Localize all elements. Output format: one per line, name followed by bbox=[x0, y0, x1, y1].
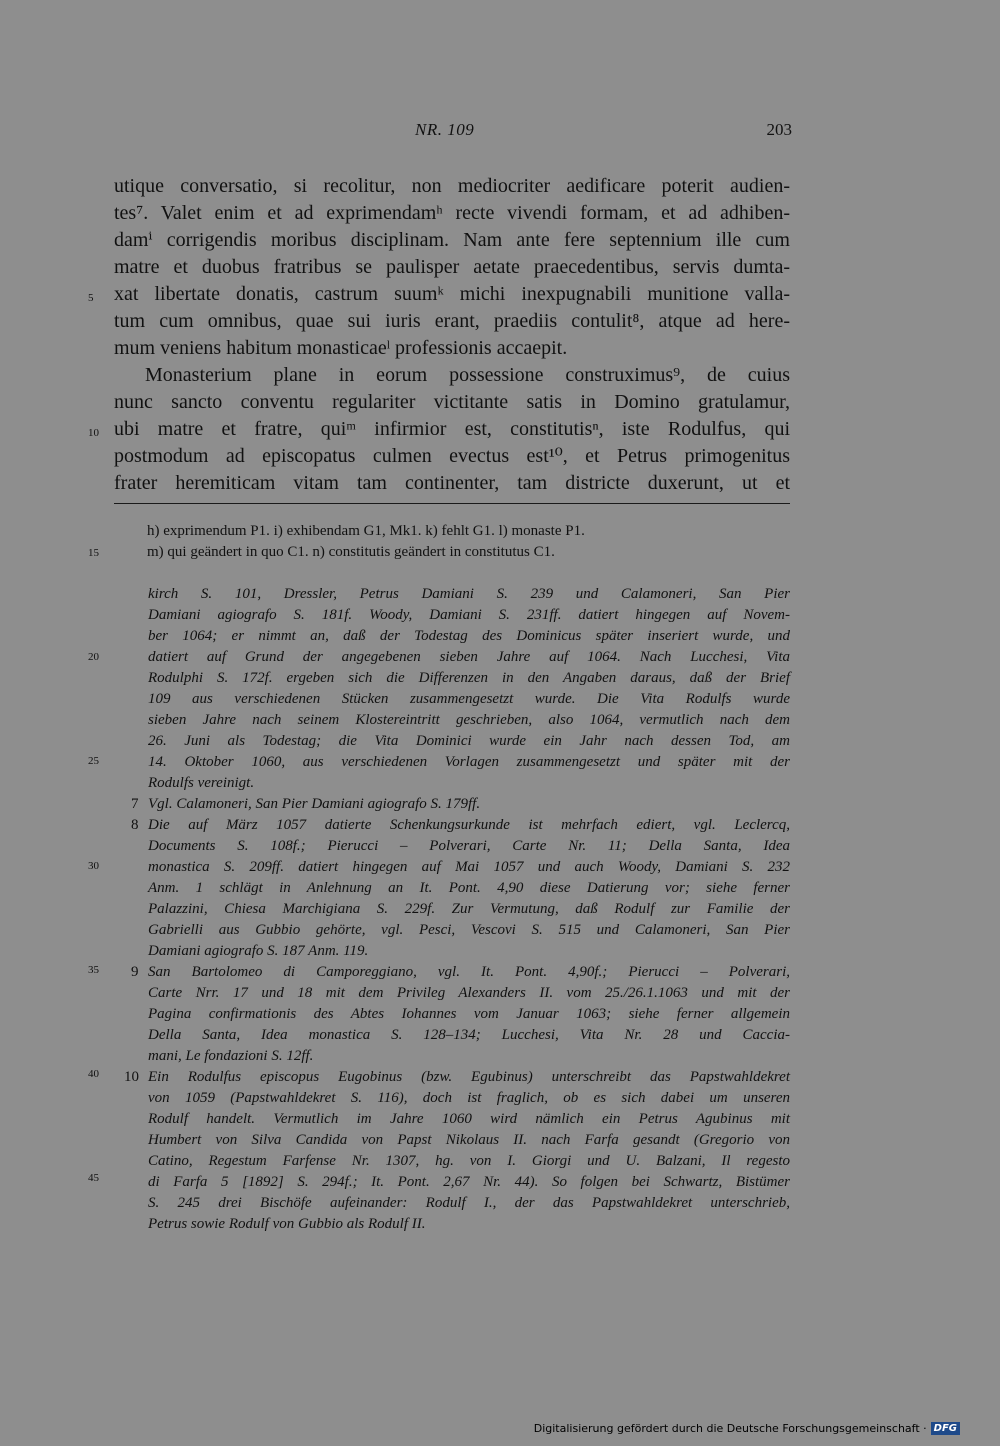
footnote-line: di Farfa 5 [1892] S. 294f.; It. Pont. 2,67 Nr. 44). So folgen bei Schwartz, Bistümer bbox=[148, 1174, 790, 1190]
line-number: 10 bbox=[88, 427, 99, 439]
footnote-line: Catino, Regestum Farfense Nr. 1307, hg. von I. Giorgi und U. Balzani, Il regesto bbox=[148, 1153, 790, 1169]
footnote-line: sieben Jahre nach seinem Klostereintritt geschrieben, also 1064, vermutlich nach dem bbox=[148, 712, 790, 728]
footnote-line: Carte Nrr. 17 und 18 mit dem Privileg Alexanders II. vom 25./26.1.1063 und mit der bbox=[148, 985, 790, 1001]
footnote-line: Rodulphi S. 172f. ergeben sich die Differenzen in den Angaben daraus, daß der Brief bbox=[148, 670, 790, 686]
footnote-line: datiert auf Grund der angegebenen sieben Jahre auf 1064. Nach Lucchesi, Vita bbox=[148, 649, 790, 665]
apparatus-line: m) qui geändert in quo C1. n) constitutis geändert in constitutus C1. bbox=[147, 544, 555, 560]
footnote-line: mani, Le fondazioni S. 12ff. bbox=[148, 1048, 314, 1064]
footnote-separator-rule bbox=[114, 503, 790, 504]
footnote-number: 9 bbox=[131, 964, 139, 980]
footnote-line: Rodulf handelt. Vermutlich im Jahre 1060 wird nämlich ein Petrus Agubinus mit bbox=[148, 1111, 790, 1127]
footnote-line: Pagina confirmationis des Abtes Iohannes vom Januar 1063; siehe ferner allgemein bbox=[148, 1006, 790, 1022]
apparatus-line: h) exprimendum P1. i) exhibendam G1, Mk1. k) fehlt G1. l) monaste P1. bbox=[147, 523, 585, 539]
footnote-line: Gabrielli aus Gubbio gehörte, vgl. Pesci, Vescovi S. 515 und Calamoneri, San Pier bbox=[148, 922, 790, 938]
footnote-line: Petrus sowie Rodulf von Gubbio als Rodulf II. bbox=[148, 1216, 426, 1232]
footnote-line: von 1059 (Papstwahldekret S. 116), doch ist fraglich, ob es sich dabei um unseren bbox=[148, 1090, 790, 1106]
body-line: tes⁷. Valet enim et ad exprimendamʰ recte vivendi formam, et ad adhiben- bbox=[114, 202, 790, 224]
footnote-line: Damiani agiografo S. 187 Anm. 119. bbox=[148, 943, 369, 959]
line-number: 20 bbox=[88, 651, 99, 663]
line-number: 35 bbox=[88, 964, 99, 976]
body-line: ubi matre et fratre, quiᵐ infirmior est, constitutisⁿ, iste Rodulfus, qui bbox=[114, 418, 790, 440]
body-line: frater heremiticam vitam tam continenter, tam districte duxerunt, ut et bbox=[114, 472, 790, 494]
line-number: 40 bbox=[88, 1068, 99, 1080]
footnote-number: 7 bbox=[131, 796, 139, 812]
footnote-line: 26. Juni als Todestag; die Vita Dominici wurde ein Jahr nach dessen Tod, am bbox=[148, 733, 790, 749]
body-line: nunc sancto conventu regulariter victitante satis in Domino gratulamur, bbox=[114, 391, 790, 413]
footnote-line: Palazzini, Chiesa Marchigiana S. 229f. Zur Vermutung, daß Rodulf zur Familie der bbox=[148, 901, 790, 917]
body-line: matre et duobus fratribus se paulisper aetate praecedentibus, servis dumta- bbox=[114, 256, 790, 278]
body-line: mum veniens habitum monasticaeˡ professionis accaepit. bbox=[114, 337, 568, 359]
footnote-line: Damiani agiografo S. 181f. Woody, Damiani S. 231ff. datiert hingegen auf Novem- bbox=[148, 607, 790, 623]
footnote-number: 10 bbox=[124, 1069, 139, 1085]
footnote-line: Anm. 1 schlägt in Anlehnung an It. Pont. 4,90 diese Datierung vor; siehe ferner bbox=[148, 880, 790, 896]
footnote-line: 14. Oktober 1060, aus verschiedenen Vorlagen zusammengesetzt und später mit der bbox=[148, 754, 790, 770]
line-number: 5 bbox=[88, 292, 94, 304]
credit-text: Digitalisierung gefördert durch die Deutsche Forschungsgemeinschaft · bbox=[533, 1421, 927, 1435]
footnote-line: kirch S. 101, Dressler, Petrus Damiani S. 239 und Calamoneri, San Pier bbox=[148, 586, 790, 602]
footnote-number: 8 bbox=[131, 817, 139, 833]
running-head: NR. 109 bbox=[415, 120, 475, 139]
footnote-line: Die auf März 1057 datierte Schenkungsurkunde ist mehrfach ediert, vgl. Leclercq, bbox=[148, 817, 790, 833]
footnote-line: monastica S. 209ff. datiert hingegen auf Mai 1057 und auch Woody, Damiani S. 232 bbox=[148, 859, 790, 875]
digitization-credit bbox=[534, 1419, 960, 1437]
body-line: Monasterium plane in eorum possessione construximus⁹, de cuius bbox=[145, 364, 790, 386]
page-header bbox=[0, 120, 1000, 144]
footnote-line: Humbert von Silva Candida von Papst Nikolaus II. nach Farfa gesandt (Gregorio von bbox=[148, 1132, 790, 1148]
footnote-line: Ein Rodulfus episcopus Eugobinus (bzw. Egubinus) unterschreibt das Papstwahldekret bbox=[148, 1069, 790, 1085]
line-number: 25 bbox=[88, 755, 99, 767]
footnote-line: Vgl. Calamoneri, San Pier Damiani agiografo S. 179ff. bbox=[148, 796, 481, 812]
footnote-line: Documents S. 108f.; Pierucci – Polverari, Carte Nr. 11; Della Santa, Idea bbox=[148, 838, 790, 854]
dfg-logo: DFG bbox=[931, 1422, 960, 1435]
line-number: 30 bbox=[88, 860, 99, 872]
line-number: 15 bbox=[88, 547, 99, 559]
footnote-line: Della Santa, Idea monastica S. 128–134; Lucchesi, Vita Nr. 28 und Caccia- bbox=[148, 1027, 790, 1043]
footnote-line: ber 1064; er nimmt an, daß der Todestag des Dominicus später inseriert wurde, und bbox=[148, 628, 790, 644]
body-line: damⁱ corrigendis moribus disciplinam. Nam ante fere septennium ille cum bbox=[114, 229, 790, 251]
body-line: utique conversatio, si recolitur, non mediocriter aedificare poterit audien- bbox=[114, 175, 790, 197]
body-line: tum cum omnibus, quae sui iuris erant, praediis contulit⁸, atque ad here- bbox=[114, 310, 790, 332]
body-line: xat libertate donatis, castrum suumᵏ michi inexpugnabili munitione valla- bbox=[114, 283, 790, 305]
footnote-line: S. 245 drei Bischöfe aufeinander: Rodulf I., der das Papstwahldekret unterschrieb, bbox=[148, 1195, 790, 1211]
body-line: postmodum ad episcopatus culmen evectus est¹⁰, et Petrus primogenitus bbox=[114, 445, 790, 467]
line-number: 45 bbox=[88, 1172, 99, 1184]
page-number: 203 bbox=[766, 120, 792, 139]
footnote-line: Rodulfs vereinigt. bbox=[148, 775, 255, 791]
footnote-line: San Bartolomeo di Camporeggiano, vgl. It. Pont. 4,90f.; Pierucci – Polverari, bbox=[148, 964, 790, 980]
footnote-line: 109 aus verschiedenen Stücken zusammengesetzt wurde. Die Vita Rodulfs wurde bbox=[148, 691, 790, 707]
